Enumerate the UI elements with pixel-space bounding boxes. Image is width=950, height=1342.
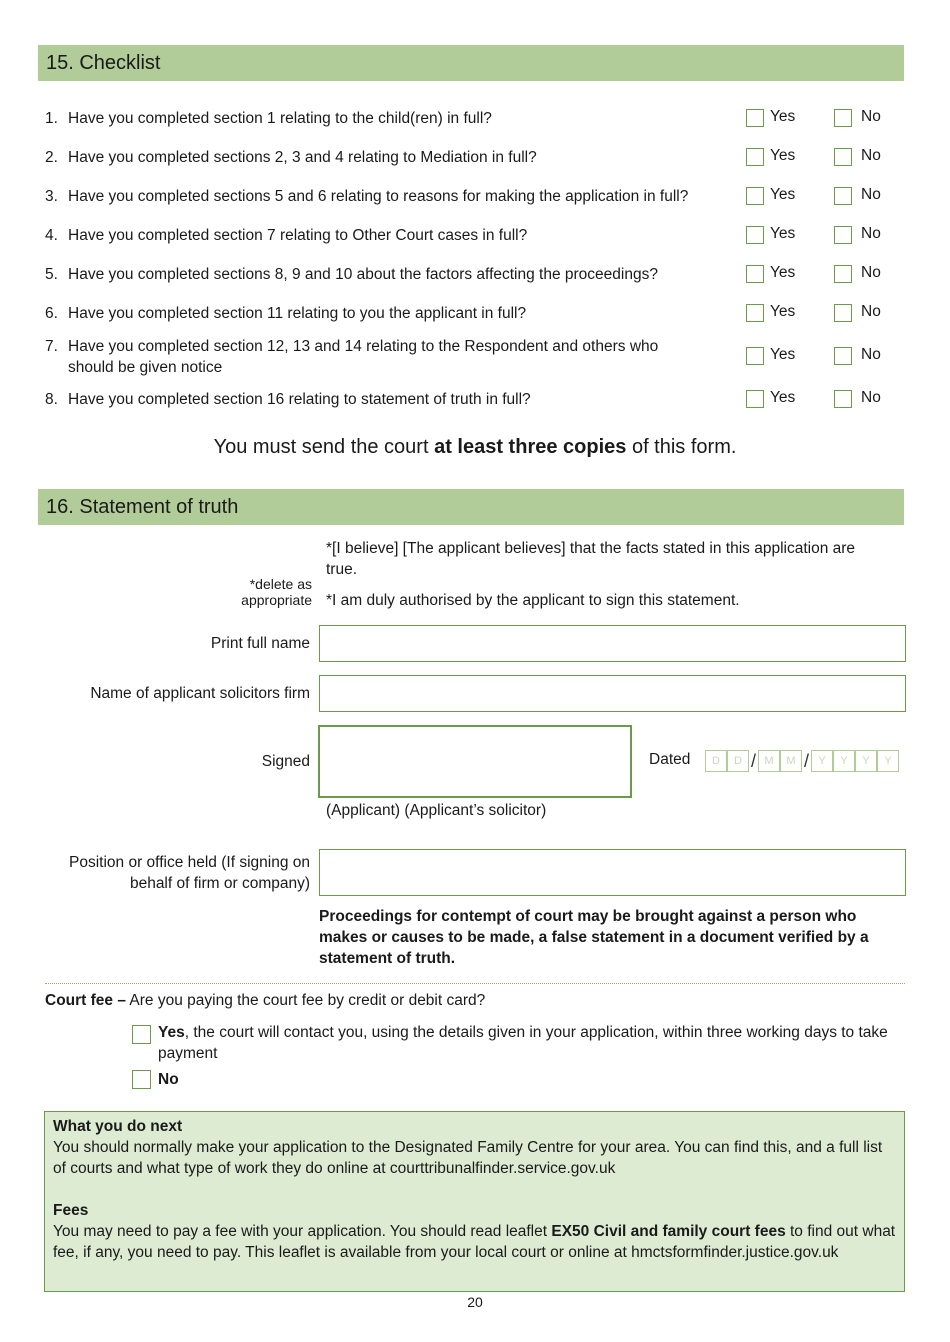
date-year-cell[interactable]: Y [833,750,855,772]
applicant-caption: (Applicant) (Applicant’s solicitor) [326,802,547,819]
court-fee-text: Are you paying the court fee by credit or debit card? [125,992,486,1009]
fee-yes-bold: Yes [158,1024,185,1041]
no-checkbox[interactable] [834,187,852,205]
fees-leaflet: EX50 Civil and family court fees [551,1223,786,1240]
copies-pre: You must send the court [213,436,435,458]
divider [45,983,905,984]
yes-checkbox[interactable] [746,187,764,205]
yes-label: Yes [770,186,796,203]
question-text: Have you completed section 11 relating to you the applicant in full? [68,305,527,322]
question-number: 8. [45,391,58,408]
fee-no-bold: No [158,1071,179,1088]
yes-checkbox[interactable] [746,304,764,322]
date-month-cell[interactable]: M [780,750,802,772]
date-separator: / [803,750,809,771]
question-number: 5. [45,266,58,283]
no-label: No [861,108,881,125]
question-number: 1. [45,110,58,127]
question-text: Have you completed section 16 relating to statement of truth in full? [68,391,531,408]
next-text: You should normally make your application to the Designated Family Centre for your area. You can find this, and a full list of courts and what type of work they do online at courttribunalfinder.service.gov.uk [53,1139,883,1177]
copies-note [0,436,950,459]
yes-label: Yes [770,147,796,164]
no-label: No [861,264,881,281]
date-day-cell[interactable]: D [705,750,727,772]
yes-checkbox[interactable] [746,148,764,166]
fees-pre: You may need to pay a fee with your application. You should read leaflet [53,1223,552,1240]
fees-text [53,1221,896,1263]
date-day-cell[interactable]: D [727,750,749,772]
question-text: Have you completed sections 5 and 6 relating to reasons for making the application in full? [68,188,689,205]
yes-checkbox[interactable] [746,265,764,283]
no-checkbox[interactable] [834,148,852,166]
fees-post: to find out what fee, if any, you need to pay. This leaflet is available from your local court or online at hmctsformfinder.justice.gov.uk [53,1223,896,1261]
yes-label: Yes [770,264,796,281]
statement-header [38,489,904,525]
no-label: No [861,225,881,242]
yes-checkbox[interactable] [746,390,764,408]
print-name-label: Print full name [210,635,310,652]
authorised-text: *I am duly authorised by the applicant to sign this statement. [326,592,740,609]
fee-no-option [158,1069,179,1090]
contempt-warning: Proceedings for contempt of court may be brought against a person who makes or causes to be made, a false statement in a document verified by a statement of truth. [319,908,869,967]
question-text: Have you completed section 12, 13 and 14 relating to the Respondent and others who should be given notice [68,338,659,376]
fee-yes-checkbox[interactable] [132,1025,151,1044]
no-label: No [861,346,881,363]
spacer [53,1179,896,1200]
copies-bold: at least three copies [434,436,627,458]
date-year-cell[interactable]: Y [811,750,833,772]
yes-label: Yes [770,108,796,125]
no-label: No [861,389,881,406]
no-label: No [861,303,881,320]
firm-input[interactable] [319,675,906,712]
date-year-cell[interactable]: Y [855,750,877,772]
question-number: 6. [45,305,58,322]
no-checkbox[interactable] [834,226,852,244]
signature-box[interactable] [318,725,632,798]
belief-text: *[I believe] [The applicant believes] that the facts stated in this application are true. [326,540,856,578]
print-name-input[interactable] [319,625,906,662]
date-year-cell[interactable]: Y [877,750,899,772]
copies-post: of this form. [626,436,737,458]
question-number: 4. [45,227,58,244]
fees-heading: Fees [53,1202,89,1219]
no-label: No [861,147,881,164]
next-heading: What you do next [53,1118,183,1135]
date-month-cell[interactable]: M [758,750,780,772]
page-number: 20 [467,1294,483,1310]
firm-label: Name of applicant solicitors firm [90,685,310,702]
no-checkbox[interactable] [834,304,852,322]
dated-label: Dated [649,751,691,768]
no-label: No [861,186,881,203]
question-number: 3. [45,188,58,205]
statement-title: 16. Statement of truth [46,496,239,518]
yes-checkbox[interactable] [746,347,764,365]
question-text: Have you completed sections 8, 9 and 10 about the factors affecting the proceedings? [68,266,658,283]
court-fee-label: Court fee – [45,992,126,1009]
yes-label: Yes [770,303,796,320]
yes-label: Yes [770,389,796,406]
yes-label: Yes [770,346,796,363]
question-text: Have you completed sections 2, 3 and 4 relating to Mediation in full? [68,149,537,166]
yes-label: Yes [770,225,796,242]
fee-no-checkbox[interactable] [132,1070,151,1089]
yes-checkbox[interactable] [746,226,764,244]
no-checkbox[interactable] [834,109,852,127]
date-input[interactable] [705,750,899,772]
question-text: Have you completed section 1 relating to the child(ren) in full? [68,110,492,127]
question-number: 7. [45,338,58,355]
delete-note: *delete as appropriate [241,576,312,608]
info-box [44,1111,905,1292]
position-label: Position or office held (If signing on behalf of firm or company) [69,854,310,892]
yes-checkbox[interactable] [746,109,764,127]
no-checkbox[interactable] [834,390,852,408]
checklist-header [38,45,904,81]
question-number: 2. [45,149,58,166]
no-checkbox[interactable] [834,265,852,283]
no-checkbox[interactable] [834,347,852,365]
date-separator: / [750,750,756,771]
fee-yes-option [158,1022,898,1064]
fee-yes-text: , the court will contact you, using the details given in your application, within three working days to take payment [158,1024,888,1062]
question-text: Have you completed section 7 relating to Other Court cases in full? [68,227,528,244]
checklist-title: 15. Checklist [46,52,161,74]
signed-label: Signed [261,753,310,770]
position-input[interactable] [319,849,906,896]
court-fee-question [45,992,485,1010]
